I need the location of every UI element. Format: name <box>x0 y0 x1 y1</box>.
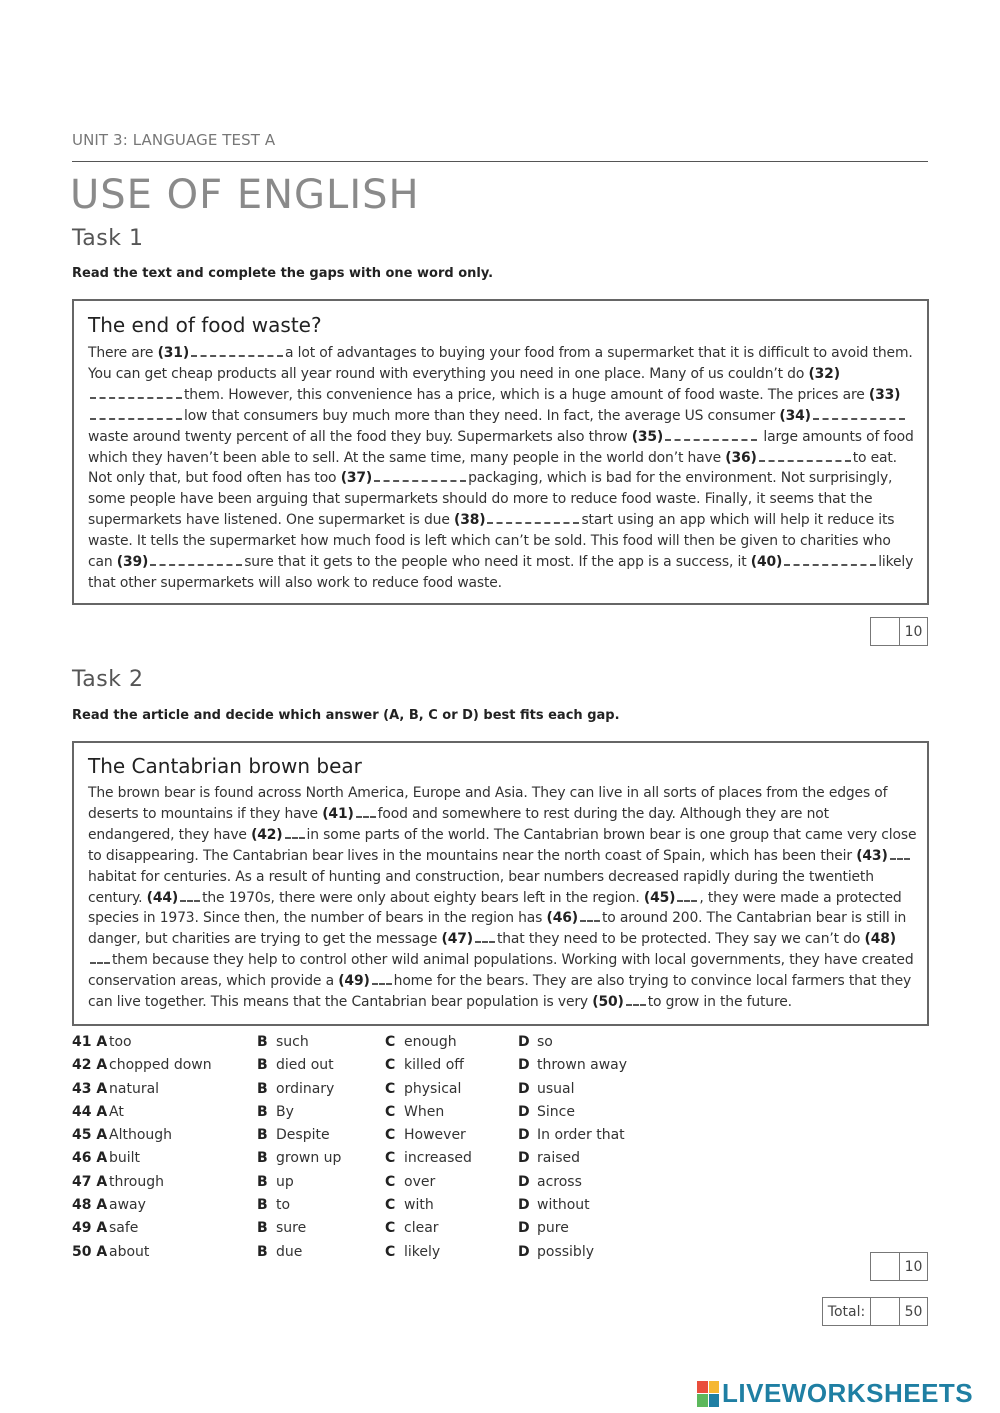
option-c[interactable]: with <box>404 1197 434 1214</box>
letter-d: D <box>518 1034 530 1050</box>
option-b[interactable]: ordinary <box>276 1080 335 1097</box>
question-number: 50 A <box>72 1243 108 1260</box>
task1-score-total: 10 <box>899 618 927 645</box>
letter-d: D <box>518 1220 530 1237</box>
task2-heading: Task 2 <box>72 667 144 692</box>
gap-38[interactable] <box>487 512 579 524</box>
task1-text-box <box>72 299 929 605</box>
question-number: 43 A <box>72 1080 108 1097</box>
option-d[interactable]: usual <box>537 1080 575 1097</box>
logo-icon <box>697 1381 719 1407</box>
option-a[interactable]: away <box>109 1197 146 1214</box>
option-a[interactable]: built <box>109 1150 141 1167</box>
option-a[interactable]: natural <box>109 1080 160 1097</box>
letter-c: C <box>385 1173 396 1190</box>
question-number: 47 A <box>72 1173 108 1190</box>
question-number: 41 A <box>72 1034 108 1050</box>
unit-label: UNIT 3: LANGUAGE TEST A <box>72 131 276 149</box>
task2-text-box <box>72 741 929 1026</box>
gap-33[interactable] <box>90 408 182 420</box>
option-b[interactable]: due <box>276 1243 303 1260</box>
letter-d: D <box>518 1103 530 1120</box>
option-b[interactable]: such <box>276 1034 309 1050</box>
option-c[interactable]: over <box>404 1173 436 1190</box>
letter-c: C <box>385 1150 396 1167</box>
option-d[interactable]: In order that <box>537 1127 625 1144</box>
gap-49[interactable] <box>372 973 392 985</box>
task1-score-input[interactable] <box>871 618 899 645</box>
question-number: 42 A <box>72 1057 108 1074</box>
letter-d: D <box>518 1173 530 1190</box>
option-a[interactable]: through <box>109 1173 165 1190</box>
letter-d: D <box>518 1243 530 1260</box>
task2-instruction: Read the article and decide which answer (A, B, C or D) best fits each gap. <box>72 708 620 723</box>
letter-b: B <box>257 1173 268 1190</box>
task2-score-box <box>870 1252 928 1281</box>
letter-b: B <box>257 1150 268 1167</box>
task1-heading: Task 1 <box>72 226 144 251</box>
gap-32[interactable] <box>90 387 182 399</box>
task1-box-title: The end of food waste? <box>88 313 322 337</box>
task2-score-input[interactable] <box>871 1253 899 1280</box>
gap-40[interactable] <box>784 554 876 566</box>
letter-d: D <box>518 1197 530 1214</box>
option-b[interactable]: Despite <box>276 1127 330 1144</box>
task1-instruction: Read the text and complete the gaps with one word only. <box>72 266 494 281</box>
option-d[interactable]: possibly <box>537 1243 594 1260</box>
gap-47[interactable] <box>475 931 495 943</box>
gap-46[interactable] <box>580 910 600 922</box>
option-a[interactable]: too <box>109 1034 132 1050</box>
gap-45[interactable] <box>677 890 697 902</box>
total-score-box <box>822 1297 928 1326</box>
option-d[interactable]: pure <box>537 1220 569 1237</box>
total-label: Total: <box>827 1303 866 1320</box>
option-b[interactable]: grown up <box>276 1150 342 1167</box>
task1-paragraph: There are (31) a lot of advantages to buying your food from a supermarket that it is difficult to avoid them. You can get cheap products all year round with everything you need in one place. Many of us couldn’t do (32)them. However, this convenience has a price, which is a huge amount of food waste. The prices are (33)low that consumers buy much more than they need. In fact, the average US consumer (34)waste around twenty percent of all the food they buy. Supermarkets also throw (35) large amounts of food which they haven’t been able to sell. At the same time, many people in the world don’t have (36) to eat. Not only that, but food often has too (37) packaging, which is bad for the environment. Not surprisingly, some people have been arguing that supermarkets should do more to reduce food waste. Finally, it seems that the supermarkets have listened. One supermarket is due (38) start using an app which will help it reduce its waste. It tells the supermarket how much food is left which can’t be sold. This food will then be given to charities who can (39) sure that it gets to the people who need it most. If the app is a success, it (40) likely that other supermarkets will also work to reduce food waste. <box>88 345 914 591</box>
total-score-input[interactable] <box>870 1298 899 1325</box>
letter-c: C <box>385 1127 396 1144</box>
question-number: 48 A <box>72 1197 108 1214</box>
option-b[interactable]: sure <box>276 1220 307 1237</box>
task2-box-title: The Cantabrian brown bear <box>88 754 362 778</box>
letter-d: D <box>518 1127 530 1144</box>
option-c[interactable]: However <box>404 1127 466 1144</box>
gap-35[interactable] <box>665 429 757 441</box>
option-a[interactable]: safe <box>109 1220 139 1237</box>
option-d[interactable]: without <box>537 1197 590 1214</box>
option-c[interactable]: killed off <box>404 1057 464 1074</box>
letter-b: B <box>257 1034 268 1050</box>
letter-b: B <box>257 1220 268 1237</box>
task1-score-box <box>870 617 928 646</box>
option-b[interactable]: By <box>276 1103 294 1120</box>
letter-d: D <box>518 1057 530 1074</box>
logo-text: LIVEWORKSHEETS <box>722 1378 974 1408</box>
gap-43[interactable] <box>890 848 910 860</box>
letter-b: B <box>257 1057 268 1074</box>
gap-37[interactable] <box>374 470 466 482</box>
total-score-value: 50 <box>899 1298 927 1325</box>
letter-b: B <box>257 1103 268 1120</box>
gap-31[interactable] <box>191 345 283 357</box>
option-c[interactable]: When <box>404 1103 445 1120</box>
letter-c: C <box>385 1057 396 1074</box>
question-number: 45 A <box>72 1127 108 1144</box>
liveworksheets-logo <box>697 1378 973 1409</box>
option-c[interactable]: likely <box>404 1243 441 1260</box>
header-divider <box>72 161 928 162</box>
option-a[interactable]: about <box>109 1243 150 1260</box>
letter-c: C <box>385 1034 396 1050</box>
option-b[interactable]: up <box>276 1173 294 1190</box>
option-c[interactable]: increased <box>404 1150 472 1167</box>
option-a[interactable]: Although <box>109 1127 173 1144</box>
gap-39[interactable] <box>150 554 242 566</box>
question-number: 46 A <box>72 1150 108 1167</box>
question-number: 49 A <box>72 1220 108 1237</box>
gap-34[interactable] <box>813 408 905 420</box>
gap-50[interactable] <box>626 994 646 1006</box>
option-c[interactable]: clear <box>404 1220 439 1237</box>
option-d[interactable]: raised <box>537 1150 581 1167</box>
letter-b: B <box>257 1243 268 1260</box>
option-c[interactable]: enough <box>404 1034 457 1050</box>
gap-48[interactable] <box>90 952 110 964</box>
task2-paragraph: The brown bear is found across North America, Europe and Asia. They can live in all sorts of places from the edges of deserts to mountains if they have (41) food and somewhere to rest during the day. Although they are not endangered, they have (42) in some parts of the world. The Cantabrian brown bear is one group that came very close to disappearing. The Cantabrian bear lives in the mountains near the north coast of Spain, which has been their (43)habitat for centuries. As a result of hunting and construction, bear numbers decreased rapidly during the twentieth century. (44) the 1970s, there were only about eighty bears left in the region. (45) , they were made a protected species in 1973. Since then, the number of bears in the region has (46) to around 200. The Cantabrian bear is still in danger, but charities are trying to get the message (47) that they need to be protected. They say we can’t do (48)them because they help to control other wild animal populations. Working with local governments, they have created conservation areas, which provide a (49) home for the bears. They are also trying to convince local farmers that they can live together. This means that the Cantabrian bear population is very (50) to grow in the future. <box>88 785 917 1011</box>
letter-b: B <box>257 1127 268 1144</box>
letter-c: C <box>385 1243 396 1260</box>
gap-36[interactable] <box>759 450 851 462</box>
page-title: USE OF ENGLISH <box>70 172 420 218</box>
letter-b: B <box>257 1197 268 1214</box>
letter-c: C <box>385 1080 396 1097</box>
option-b[interactable]: died out <box>276 1057 334 1074</box>
option-a[interactable]: At <box>109 1103 124 1120</box>
letter-c: C <box>385 1103 396 1120</box>
letter-d: D <box>518 1150 530 1167</box>
gap-44[interactable] <box>180 890 200 902</box>
task2-score-total: 10 <box>899 1253 927 1280</box>
option-d[interactable]: across <box>537 1173 582 1190</box>
option-d[interactable]: so <box>537 1034 553 1050</box>
option-b[interactable]: to <box>276 1197 291 1214</box>
question-number: 44 A <box>72 1103 108 1120</box>
option-d[interactable]: thrown away <box>537 1057 628 1074</box>
gap-42[interactable] <box>285 827 305 839</box>
letter-b: B <box>257 1080 268 1097</box>
option-a[interactable]: chopped down <box>109 1057 212 1074</box>
letter-c: C <box>385 1197 396 1214</box>
letter-d: D <box>518 1080 530 1097</box>
option-c[interactable]: physical <box>404 1080 462 1097</box>
option-d[interactable]: Since <box>537 1103 575 1120</box>
gap-41[interactable] <box>356 806 376 818</box>
letter-c: C <box>385 1220 396 1237</box>
